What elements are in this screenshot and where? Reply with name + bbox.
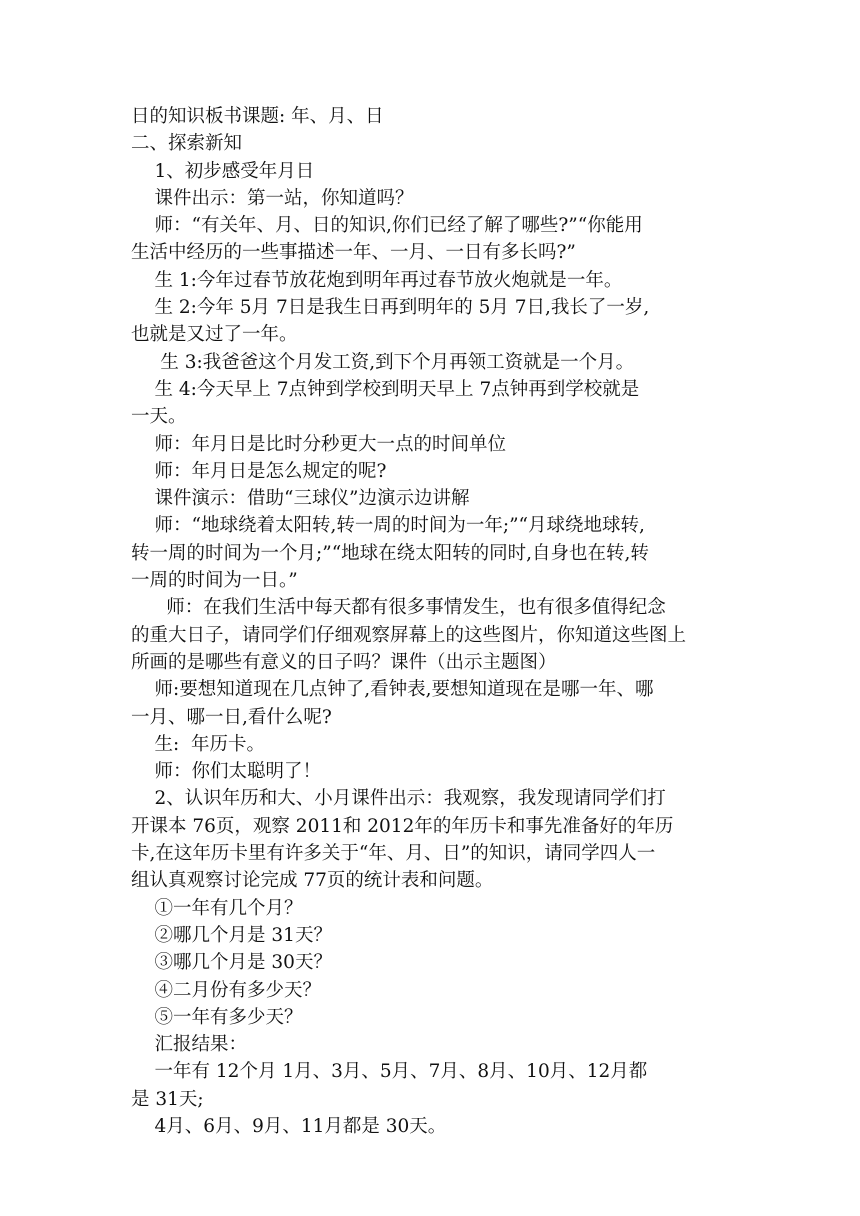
question-item: ④二月份有多少天？ xyxy=(131,979,322,1001)
text-line: 生: 年历卡。 xyxy=(131,733,266,755)
text-line: 生 4:今天早上 7点钟到学校到明天早上 7点钟再到学校就是 xyxy=(131,378,640,400)
text-line: 师：年月日是怎么规定的呢? xyxy=(131,460,387,482)
text-line: 师:要想知道现在几点钟了,看钟表,要想知道现在是哪一年、哪 xyxy=(131,679,654,701)
text-line: 汇报结果： xyxy=(131,1034,248,1056)
text-line: 日的知识板书课题: 年、月、日 xyxy=(131,106,384,127)
text-line: 一月、哪一日,看什么呢? xyxy=(131,706,332,728)
text-line: 师：在我们生活中每天都有很多事情发生，也有很多值得纪念 xyxy=(131,597,666,619)
question-item: ②哪几个月是 31天？ xyxy=(131,924,332,946)
text-line: 4月、6月、9月、11月都是 30天。 xyxy=(131,1115,447,1137)
question-item: ①一年有几个月？ xyxy=(131,897,303,919)
text-line: 课件出示：第一站，你知道吗？ xyxy=(131,187,414,209)
text-line: 一周的时间为一日。” xyxy=(131,570,298,592)
text-line: 转一周的时间为一个月;”“地球在绕太阳转的同时,自身也在转,转 xyxy=(131,542,649,564)
text-line: 卡,在这年历卡里有许多关于“年、月、日”的知识，请同学四人一 xyxy=(131,843,656,865)
text-line: 的重大日子，请同学们仔细观察屏幕上的这些图片，你知道这些图上 xyxy=(131,624,687,646)
text-line: 所画的是哪些有意义的日子吗？课件（出示主题图） xyxy=(131,651,557,673)
text-line: 师：你们太聪明了！ xyxy=(131,761,322,783)
text-line: 生 3:我爸爸这个月发工资,到下个月再领工资就是一个月。 xyxy=(131,351,635,373)
text-line: 一年有 12个月 1月、3月、5月、7月、8月、10月、12月都 xyxy=(131,1061,648,1083)
question-item: ③哪几个月是 30天？ xyxy=(131,952,332,974)
text-line: 生活中经历的一些事描述一年、一月、一日有多长吗?” xyxy=(131,242,576,264)
text-line: 开课本 76页，观察 2011和 2012年的年历卡和事先准备好的年历 xyxy=(131,815,674,837)
document-body xyxy=(131,103,735,1140)
text-line: 一天。 xyxy=(131,406,187,428)
text-line: 师：“地球绕着太阳转,转一周的时间为一年;”“月球绕地球转, xyxy=(131,515,645,537)
subsection-heading: 1、初步感受年月日 xyxy=(131,160,315,182)
text-line: 师：“有关年、月、日的知识,你们已经了解了哪些?”“你能用 xyxy=(131,215,643,237)
question-item: ⑤一年有多少天？ xyxy=(131,1006,303,1028)
section-heading: 二、探索新知 xyxy=(131,133,243,155)
text-line: 师：年月日是比时分秒更大一点的时间单位 xyxy=(131,433,507,455)
text-line: 也就是又过了一年。 xyxy=(131,324,298,346)
text-line: 生 2:今年 5月 7日是我生日再到明年的 5月 7日,我长了一岁, xyxy=(131,297,650,319)
subsection-heading: 2、认识年历和大、小月课件出示：我观察，我发现请同学们打 xyxy=(131,788,666,810)
text-line: 组认真观察讨论完成 77页的统计表和问题。 xyxy=(131,870,494,892)
text-line: 是 31天; xyxy=(131,1088,204,1110)
text-line: 生 1:今年过春节放花炮到明年再过春节放火炮就是一年。 xyxy=(131,269,623,291)
text-line: 课件演示：借助“三球仪”边演示边讲解 xyxy=(131,488,470,510)
